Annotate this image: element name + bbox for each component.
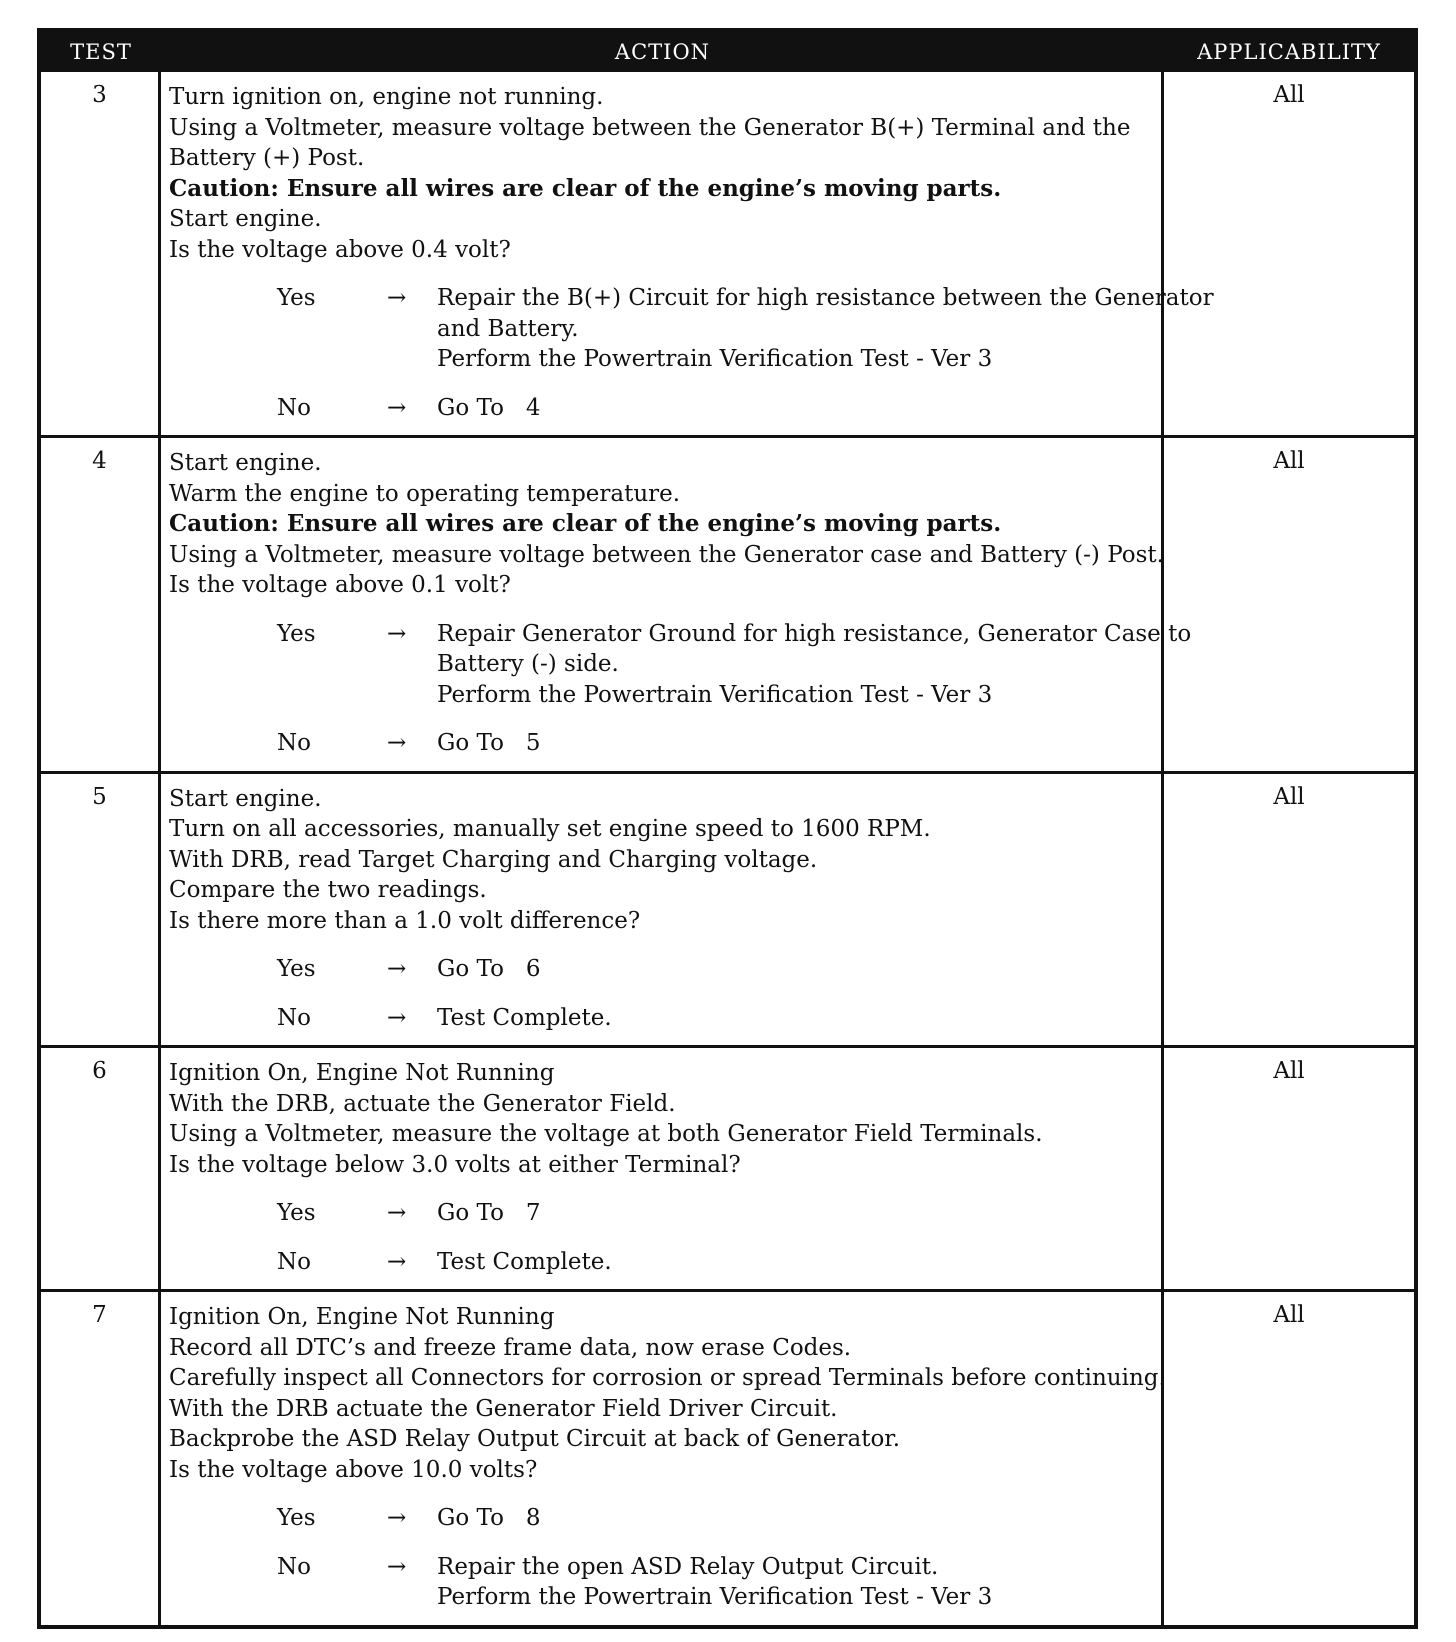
outcome-line: Go To 8 — [437, 1505, 541, 1531]
arrow-icon: → — [387, 394, 407, 421]
no-outcome — [437, 1003, 1153, 1034]
action-line: Warm the engine to operating temperature. — [169, 480, 681, 507]
table-row — [41, 771, 1414, 1046]
action-line: Using a Voltmeter, measure voltage between the Generator B(+) Terminal and the — [169, 114, 1131, 141]
yes-outcome — [437, 283, 1214, 375]
action-line: Ignition On, Engine Not Running — [169, 1304, 555, 1330]
test-number: 6 — [41, 1048, 161, 1289]
action-line: Battery (+) Post. — [169, 145, 365, 171]
action-line: Is the voltage above 10.0 volts? — [169, 1456, 538, 1483]
action-line: Start engine. — [169, 450, 322, 476]
no-label: No — [277, 1004, 311, 1031]
table-body — [41, 72, 1414, 1625]
yes-result — [277, 283, 1214, 375]
arrow-icon: → — [387, 1004, 407, 1031]
action-line: Turn ignition on, engine not running. — [169, 84, 604, 110]
action-line: Compare the two readings. — [169, 877, 487, 903]
action-line: Carefully inspect all Connectors for corrosion or spread Terminals before continuing. — [169, 1365, 1166, 1391]
action-line: Backprobe the ASD Relay Output Circuit at back of Generator. — [169, 1426, 901, 1452]
applicability-cell: All — [1273, 783, 1305, 810]
yes-result — [277, 1198, 1153, 1229]
action-cell — [161, 1048, 1164, 1289]
arrow-icon: → — [387, 1553, 407, 1580]
action-line: Record all DTC’s and freeze frame data, now erase Codes. — [169, 1334, 852, 1361]
action-line: Is the voltage above 0.4 volt? — [169, 236, 511, 263]
outcome-line: Go To 7 — [437, 1200, 541, 1226]
header-action: ACTION — [614, 40, 711, 64]
no-outcome — [437, 393, 1153, 424]
yes-result — [277, 954, 1153, 985]
outcome-line: Repair Generator Ground for high resistance, Generator Case to — [437, 620, 1192, 647]
outcome-line: Perform the Powertrain Verification Test - Ver 3 — [437, 1584, 993, 1610]
outcome-line: Go To 5 — [437, 730, 541, 756]
yes-outcome — [437, 1503, 1153, 1534]
yes-outcome — [437, 954, 1153, 985]
action-line: With the DRB, actuate the Generator Field. — [169, 1090, 676, 1117]
action-line: With DRB, read Target Charging and Charging voltage. — [169, 846, 818, 873]
yes-label: Yes — [277, 1505, 316, 1531]
no-label: No — [277, 1553, 311, 1580]
yes-label: Yes — [277, 285, 316, 311]
yes-outcome — [437, 619, 1191, 711]
no-outcome — [437, 728, 1153, 759]
test-number: 3 — [41, 72, 161, 435]
arrow-icon: → — [387, 956, 407, 982]
no-result — [277, 393, 1153, 424]
arrow-icon: → — [387, 730, 407, 756]
arrow-icon: → — [387, 1248, 407, 1275]
no-result — [277, 1552, 1153, 1613]
action-line: Is there more than a 1.0 volt difference? — [169, 907, 641, 934]
outcome-line: Battery (-) side. — [437, 651, 619, 677]
arrow-icon: → — [387, 1200, 407, 1226]
table-row — [41, 1289, 1414, 1625]
no-outcome — [437, 1247, 1153, 1278]
no-result — [277, 728, 1153, 759]
arrow-icon: → — [387, 620, 407, 647]
outcome-line: and Battery. — [437, 315, 579, 342]
action-cell — [161, 774, 1164, 1046]
action-line: Is the voltage below 3.0 volts at either Terminal? — [169, 1151, 741, 1178]
action-line: Start engine. — [169, 785, 322, 812]
table-row — [41, 72, 1414, 435]
caution-text: Caution: Ensure all wires are clear of the engine’s moving parts. — [169, 174, 1002, 202]
yes-label: Yes — [277, 956, 316, 982]
action-line: Ignition On, Engine Not Running — [169, 1060, 555, 1086]
action-line: Using a Voltmeter, measure voltage between the Generator case and Battery (-) Post. — [169, 541, 1164, 568]
header-test: TEST — [70, 40, 132, 64]
caution-text: Caution: Ensure all wires are clear of the engine’s moving parts. — [169, 510, 1002, 537]
no-label: No — [277, 1248, 311, 1275]
test-number: 5 — [41, 774, 161, 1046]
table-row — [41, 435, 1414, 771]
yes-outcome — [437, 1198, 1153, 1229]
outcome-line: Go To 4 — [437, 394, 541, 421]
test-number: 7 — [41, 1292, 161, 1625]
outcome-line: Perform the Powertrain Verification Test - Ver 3 — [437, 681, 993, 708]
action-line: Turn on all accessories, manually set engine speed to 1600 RPM. — [169, 816, 931, 842]
applicability-cell: All — [1273, 1302, 1305, 1328]
yes-label: Yes — [277, 1200, 316, 1226]
arrow-icon: → — [387, 285, 407, 311]
action-cell — [161, 438, 1192, 771]
applicability-cell: All — [1273, 1058, 1305, 1084]
outcome-line: Go To 6 — [437, 956, 541, 982]
yes-result — [277, 619, 1192, 711]
outcome-line: Perform the Powertrain Verification Test - Ver 3 — [437, 346, 993, 372]
table-row — [41, 1045, 1414, 1289]
action-cell — [161, 72, 1214, 435]
applicability-cell: All — [1273, 82, 1305, 108]
outcome-line: Repair the open ASD Relay Output Circuit. — [437, 1553, 939, 1580]
action-line: Using a Voltmeter, measure the voltage at both Generator Field Terminals. — [169, 1121, 1043, 1147]
diagnostic-test-table — [37, 28, 1418, 1629]
outcome-line: Test Complete. — [437, 1004, 612, 1031]
action-line: Is the voltage above 0.1 volt? — [169, 572, 511, 598]
no-result — [277, 1247, 1153, 1278]
no-result — [277, 1003, 1153, 1034]
no-label: No — [277, 394, 311, 421]
applicability-cell: All — [1273, 448, 1305, 474]
outcome-line: Test Complete. — [437, 1248, 612, 1275]
test-number: 4 — [41, 438, 161, 771]
no-label: No — [277, 730, 311, 756]
header-applicability: APPLICABILITY — [1197, 40, 1381, 64]
table-header — [41, 32, 1414, 72]
yes-label: Yes — [277, 620, 316, 647]
action-line: With the DRB actuate the Generator Field Driver Circuit. — [169, 1395, 838, 1422]
yes-result — [277, 1503, 1153, 1534]
outcome-line: Repair the B(+) Circuit for high resistance between the Generator — [437, 285, 1214, 311]
action-line: Start engine. — [169, 206, 322, 232]
action-cell — [161, 1292, 1164, 1625]
no-outcome — [437, 1552, 1153, 1613]
arrow-icon: → — [387, 1505, 407, 1531]
